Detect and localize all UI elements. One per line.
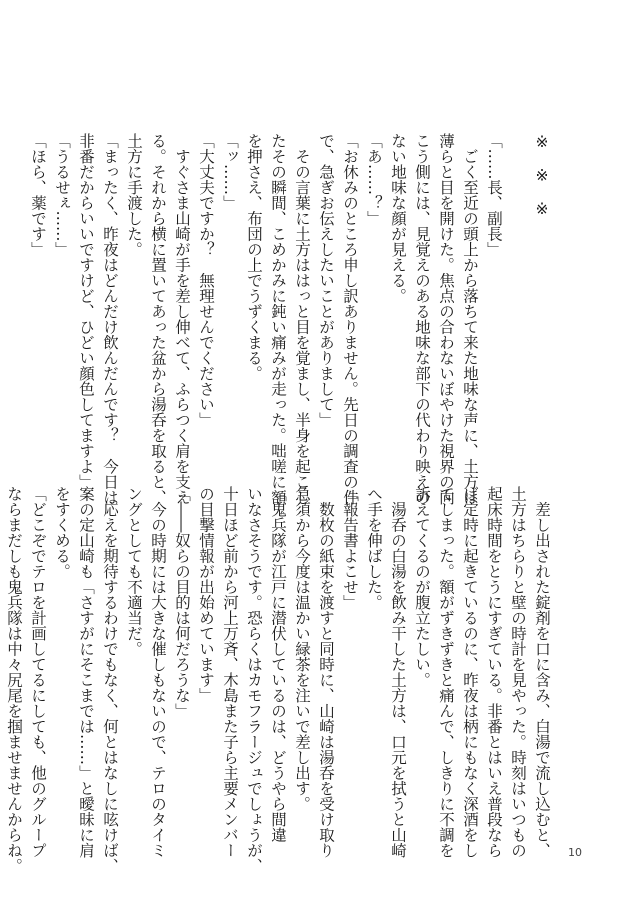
text-line: ングとしても不適当だ。 <box>125 486 143 657</box>
text-line: 「お休みのところ申し訳ありません。先日の調査の件 <box>341 133 359 505</box>
text-line: 「まったく、昨夜はどんだけ飲んだんです？ 今日は <box>101 133 119 505</box>
text-line: 数枚の紙束を渡すと同時に、山崎は湯呑を受け取り <box>317 486 335 858</box>
text-line: 「大丈夫ですか？ 無理せんでください」 <box>197 133 215 428</box>
text-line: 応えを期待するわけでもなく、何とはなしに呟けば、 <box>101 486 119 874</box>
text-line: の目撃情報が出始めています」 <box>197 486 215 703</box>
text-line: ば定時に起きているのに、昨夜は柄にもなく深酒をし <box>461 486 479 858</box>
text-line: たその瞬間、こめかみに鈍い痛みが走った。咄嗟に額 <box>269 133 287 505</box>
text-line: 「――奴らの目的は何だろうな」 <box>173 486 191 719</box>
text-line: いなさそうです。恐らくはカモフラージュでしょうが、 <box>245 486 263 874</box>
text-line: 土方に手渡した。 <box>125 133 143 257</box>
text-line: 訴えてくるのが腹立たしい。 <box>413 486 431 688</box>
text-line: 急須から今度は温かい緑茶を注いで差し出す。 <box>293 486 311 812</box>
text-line: 非番だからいいですけど、ひどい顔色してますよ」 <box>77 133 95 490</box>
text-line: 差し出された錠剤を口に含み、白湯で流し込むと、 <box>533 486 551 858</box>
text-line: 起床時間をとうにすぎている。非番とはいえ普段なら <box>485 486 503 858</box>
page-number: 10 <box>568 846 582 859</box>
text-line: 湯呑の白湯を飲み干した土方は、口元を拭うと山崎 <box>389 486 407 858</box>
text-line: 「鬼兵隊が江戸に潜伏しているのは、どうやら間違 <box>269 486 287 843</box>
text-line: ごく至近の頭上から落ちて来た地味な声に、土方は <box>461 133 479 505</box>
text-line: ならまだしも鬼兵隊は中々尻尾を掴ませませんからね。 <box>5 486 23 874</box>
lower-text-block <box>5 486 554 874</box>
text-line: こう側には、見覚えのある地味な部下の代わり映えの <box>413 133 431 505</box>
text-line: 「ほら、薬です」 <box>29 133 47 257</box>
text-line: 「うるせぇ……」 <box>53 133 71 257</box>
text-line: 「報告書よこせ」 <box>341 486 359 610</box>
text-line: 案の定山崎も「さすがにそこまでは……」と曖昧に肩 <box>77 486 95 858</box>
text-line: る。それから横に置いてあった盆から湯呑を取ると、 <box>149 133 167 505</box>
text-line: 「あ……？」 <box>365 133 383 226</box>
text-line: を押さえ、布団の上でうずくまる。 <box>245 133 263 381</box>
text-line: へ手を伸ばした。 <box>365 486 383 610</box>
text-line <box>506 133 530 451</box>
text-line: で、急ぎお伝えしたいことがありまして」 <box>317 133 335 428</box>
text-line: 土方はちらりと壁の時計を見やった。時刻はいつもの <box>509 486 527 858</box>
text-line: すぐさま山崎が手を差し伸べて、ふらつく肩を支え <box>173 133 191 505</box>
text-line: 「ッ……」 <box>221 133 239 211</box>
text-line: ない地味な顔が見える。 <box>389 133 407 304</box>
text-line: 「……長、副長」 <box>485 133 503 257</box>
text-line: をすくめる。 <box>53 486 71 579</box>
text-line: 十日ほど前から河上万斉、木島また子ら主要メンバー <box>221 486 239 858</box>
upper-text-block <box>29 133 554 505</box>
text-line: 「どこぞでテロを計画してるにしても、他のグループ <box>29 486 47 858</box>
text-line: てしまった。額がずきずきと痛んで、しきりに不調を <box>437 486 455 858</box>
text-line: 薄らと目を開けた。焦点の合わないぼやけた視界の向 <box>437 133 455 505</box>
text-line: 今の時期には大きな催しもないので、テロのタイミ <box>149 486 167 858</box>
text-line: その言葉に土方ははっと目を覚まし、半身を起こし <box>293 133 311 505</box>
text-line: ※ ※ ※ <box>533 133 551 218</box>
